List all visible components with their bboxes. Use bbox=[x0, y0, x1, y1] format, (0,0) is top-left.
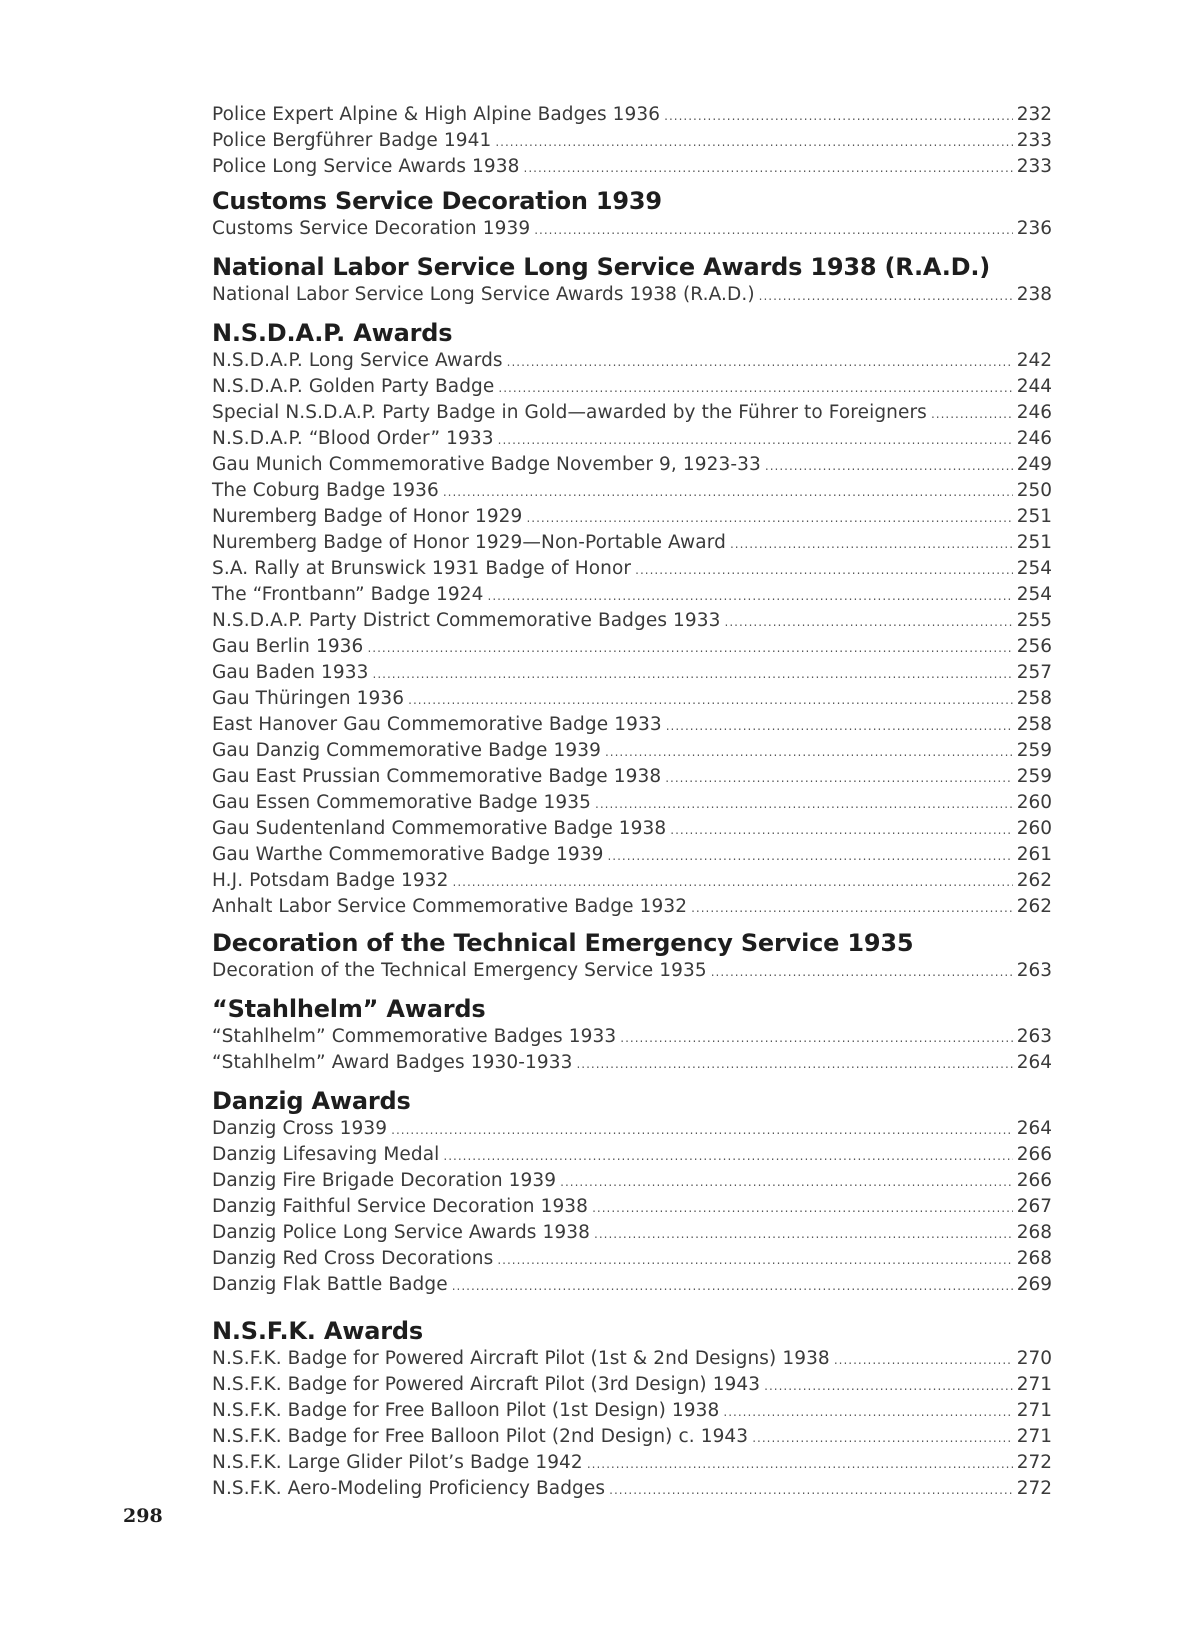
entry-title: N.S.F.K. Large Glider Pilot’s Badge 1942 bbox=[212, 1452, 583, 1473]
toc-entry bbox=[212, 556, 1052, 582]
entry-title: Nuremberg Badge of Honor 1929 bbox=[212, 506, 523, 527]
entry-page-number: 260 bbox=[1016, 818, 1052, 839]
entry-title: S.A. Rally at Brunswick 1931 Badge of Honor bbox=[212, 558, 632, 579]
section-heading: Danzig Awards bbox=[212, 1087, 411, 1115]
entry-page-number: 262 bbox=[1016, 870, 1052, 891]
toc-entry bbox=[212, 1372, 1052, 1398]
entry-page-number: 246 bbox=[1016, 402, 1052, 423]
dot-leader bbox=[730, 531, 1013, 557]
entry-title: N.S.F.K. Badge for Powered Aircraft Pilot (1st & 2nd Designs) 1938 bbox=[212, 1348, 830, 1369]
dot-leader bbox=[592, 1195, 1013, 1221]
dot-leader bbox=[620, 1025, 1012, 1051]
section-heading: Decoration of the Technical Emergency Service 1935 bbox=[212, 929, 914, 957]
dot-leader bbox=[560, 1169, 1013, 1195]
toc-entry bbox=[212, 764, 1052, 790]
dot-leader bbox=[670, 817, 1012, 843]
dot-leader bbox=[498, 375, 1012, 401]
entry-page-number: 267 bbox=[1016, 1196, 1052, 1217]
toc-entry bbox=[212, 634, 1052, 660]
toc-section bbox=[212, 186, 1052, 242]
toc-entry bbox=[212, 1424, 1052, 1450]
toc-entry bbox=[212, 1194, 1052, 1220]
entry-page-number: 271 bbox=[1016, 1426, 1052, 1447]
entry-page-number: 268 bbox=[1016, 1248, 1052, 1269]
entry-title: Gau Danzig Commemorative Badge 1939 bbox=[212, 740, 601, 761]
toc-entry bbox=[212, 842, 1052, 868]
entry-page-number: 246 bbox=[1016, 428, 1052, 449]
toc-entry bbox=[212, 400, 1052, 426]
toc-entry bbox=[212, 1220, 1052, 1246]
entry-title: Special N.S.D.A.P. Party Badge in Gold—awarded by the Führer to Foreigners bbox=[212, 402, 927, 423]
toc-section bbox=[212, 252, 1052, 308]
entry-page-number: 257 bbox=[1016, 662, 1052, 683]
entry-page-number: 250 bbox=[1016, 480, 1052, 501]
entry-title: Gau Essen Commemorative Badge 1935 bbox=[212, 792, 592, 813]
toc-entry bbox=[212, 660, 1052, 686]
entry-title: “Stahlhelm” Commemorative Badges 1933 bbox=[212, 1026, 617, 1047]
section-heading: “Stahlhelm” Awards bbox=[212, 995, 486, 1023]
toc-entry bbox=[212, 478, 1052, 504]
entry-title: H.J. Potsdam Badge 1932 bbox=[212, 870, 449, 891]
page-number: 298 bbox=[123, 1505, 163, 1527]
entry-title: Gau Baden 1933 bbox=[212, 662, 369, 683]
toc-section bbox=[212, 928, 1052, 984]
dot-leader bbox=[609, 1477, 1013, 1503]
dot-leader bbox=[495, 129, 1012, 155]
toc-entry bbox=[212, 348, 1052, 374]
entry-page-number: 261 bbox=[1016, 844, 1052, 865]
entry-title: Police Long Service Awards 1938 bbox=[212, 156, 520, 177]
entry-title: Danzig Lifesaving Medal bbox=[212, 1144, 440, 1165]
dot-leader bbox=[408, 687, 1013, 713]
dot-leader bbox=[665, 765, 1012, 791]
dot-leader bbox=[526, 505, 1012, 531]
section-heading: N.S.F.K. Awards bbox=[212, 1317, 423, 1345]
dot-leader bbox=[443, 1143, 1012, 1169]
entry-page-number: 236 bbox=[1016, 218, 1052, 239]
dot-leader bbox=[534, 217, 1012, 243]
toc-entry bbox=[212, 712, 1052, 738]
entry-page-number: 268 bbox=[1016, 1222, 1052, 1243]
toc-entry bbox=[212, 1168, 1052, 1194]
entry-title: Danzig Flak Battle Badge bbox=[212, 1274, 448, 1295]
dot-leader bbox=[507, 349, 1013, 375]
toc-entry bbox=[212, 816, 1052, 842]
entry-title: N.S.D.A.P. Golden Party Badge bbox=[212, 376, 495, 397]
toc-entry bbox=[212, 1024, 1052, 1050]
toc-entry bbox=[212, 1346, 1052, 1372]
dot-leader bbox=[605, 739, 1013, 765]
section-heading: Customs Service Decoration 1939 bbox=[212, 187, 662, 215]
dot-leader bbox=[367, 635, 1012, 661]
dot-leader bbox=[752, 1425, 1013, 1451]
toc-section bbox=[212, 1316, 1052, 1502]
entry-title: Danzig Red Cross Decorations bbox=[212, 1248, 494, 1269]
entry-page-number: 271 bbox=[1016, 1374, 1052, 1395]
entry-page-number: 259 bbox=[1016, 740, 1052, 761]
entry-page-number: 271 bbox=[1016, 1400, 1052, 1421]
entry-page-number: 232 bbox=[1016, 104, 1052, 125]
table-of-contents bbox=[212, 102, 1052, 1502]
toc-entry bbox=[212, 1398, 1052, 1424]
toc-entry bbox=[212, 894, 1052, 920]
toc-entry bbox=[212, 530, 1052, 556]
dot-leader bbox=[635, 557, 1013, 583]
entry-title: Nuremberg Badge of Honor 1929—Non-Portable Award bbox=[212, 532, 726, 553]
entry-page-number: 264 bbox=[1016, 1052, 1052, 1073]
toc-entry bbox=[212, 128, 1052, 154]
entry-title: Gau Warthe Commemorative Badge 1939 bbox=[212, 844, 604, 865]
entry-page-number: 238 bbox=[1016, 284, 1052, 305]
section-heading: National Labor Service Long Service Awards 1938 (R.A.D.) bbox=[212, 253, 991, 281]
entry-page-number: 244 bbox=[1016, 376, 1052, 397]
toc-section bbox=[212, 102, 1052, 180]
toc-entry bbox=[212, 790, 1052, 816]
entry-title: Police Bergführer Badge 1941 bbox=[212, 130, 492, 151]
entry-title: N.S.D.A.P. Party District Commemorative Badges 1933 bbox=[212, 610, 721, 631]
entry-title: Customs Service Decoration 1939 bbox=[212, 218, 531, 239]
entry-title: N.S.F.K. Badge for Free Balloon Pilot (2nd Design) c. 1943 bbox=[212, 1426, 749, 1447]
entry-title: East Hanover Gau Commemorative Badge 1933 bbox=[212, 714, 662, 735]
toc-entry bbox=[212, 216, 1052, 242]
dot-leader bbox=[497, 1247, 1012, 1273]
toc-entry bbox=[212, 958, 1052, 984]
dot-leader bbox=[931, 401, 1013, 427]
entry-title: Gau Berlin 1936 bbox=[212, 636, 364, 657]
entry-page-number: 242 bbox=[1016, 350, 1052, 371]
entry-title: The “Frontbann” Badge 1924 bbox=[212, 584, 484, 605]
toc-entry bbox=[212, 608, 1052, 634]
toc-section bbox=[212, 994, 1052, 1076]
entry-page-number: 266 bbox=[1016, 1144, 1052, 1165]
toc-entry bbox=[212, 1142, 1052, 1168]
dot-leader bbox=[765, 453, 1013, 479]
entry-page-number: 263 bbox=[1016, 960, 1052, 981]
toc-entry bbox=[212, 738, 1052, 764]
entry-page-number: 260 bbox=[1016, 792, 1052, 813]
toc-entry bbox=[212, 1450, 1052, 1476]
entry-page-number: 249 bbox=[1016, 454, 1052, 475]
entry-title: N.S.F.K. Aero-Modeling Proficiency Badges bbox=[212, 1478, 606, 1499]
entry-page-number: 258 bbox=[1016, 688, 1052, 709]
entry-title: N.S.D.A.P. Long Service Awards bbox=[212, 350, 503, 371]
entry-title: Police Expert Alpine & High Alpine Badges 1936 bbox=[212, 104, 661, 125]
entry-page-number: 233 bbox=[1016, 130, 1052, 151]
dot-leader bbox=[666, 713, 1013, 739]
dot-leader bbox=[723, 1399, 1012, 1425]
entry-title: “Stahlhelm” Award Badges 1930-1933 bbox=[212, 1052, 573, 1073]
entry-title: Danzig Fire Brigade Decoration 1939 bbox=[212, 1170, 557, 1191]
toc-section bbox=[212, 1086, 1052, 1298]
entry-title: Danzig Police Long Service Awards 1938 bbox=[212, 1222, 591, 1243]
dot-leader bbox=[759, 283, 1013, 309]
dot-leader bbox=[488, 583, 1013, 609]
dot-leader bbox=[373, 661, 1013, 687]
dot-leader bbox=[607, 843, 1012, 869]
entry-title: N.S.F.K. Badge for Powered Aircraft Pilot (3rd Design) 1943 bbox=[212, 1374, 761, 1395]
entry-title: The Coburg Badge 1936 bbox=[212, 480, 439, 501]
entry-page-number: 266 bbox=[1016, 1170, 1052, 1191]
entry-title: N.S.F.K. Badge for Free Balloon Pilot (1st Design) 1938 bbox=[212, 1400, 720, 1421]
dot-leader bbox=[443, 479, 1013, 505]
toc-entry bbox=[212, 374, 1052, 400]
toc-entry bbox=[212, 282, 1052, 308]
entry-page-number: 262 bbox=[1016, 896, 1052, 917]
toc-section bbox=[212, 318, 1052, 920]
toc-entry bbox=[212, 1476, 1052, 1502]
entry-page-number: 255 bbox=[1016, 610, 1052, 631]
dot-leader bbox=[834, 1347, 1013, 1373]
entry-page-number: 251 bbox=[1016, 532, 1052, 553]
dot-leader bbox=[453, 869, 1013, 895]
dot-leader bbox=[594, 1221, 1013, 1247]
entry-title: Danzig Faithful Service Decoration 1938 bbox=[212, 1196, 589, 1217]
dot-leader bbox=[576, 1051, 1012, 1077]
toc-entry bbox=[212, 1272, 1052, 1298]
toc-entry bbox=[212, 582, 1052, 608]
toc-entry bbox=[212, 1050, 1052, 1076]
entry-title: Gau East Prussian Commemorative Badge 1938 bbox=[212, 766, 662, 787]
entry-page-number: 254 bbox=[1016, 558, 1052, 579]
dot-leader bbox=[711, 959, 1013, 985]
entry-page-number: 256 bbox=[1016, 636, 1052, 657]
entry-page-number: 264 bbox=[1016, 1118, 1052, 1139]
entry-title: Danzig Cross 1939 bbox=[212, 1118, 388, 1139]
entry-title: Anhalt Labor Service Commemorative Badge 1932 bbox=[212, 896, 688, 917]
dot-leader bbox=[725, 609, 1013, 635]
entry-page-number: 269 bbox=[1016, 1274, 1052, 1295]
toc-entry bbox=[212, 504, 1052, 530]
entry-page-number: 251 bbox=[1016, 506, 1052, 527]
entry-page-number: 272 bbox=[1016, 1478, 1052, 1499]
entry-title: National Labor Service Long Service Awards 1938 (R.A.D.) bbox=[212, 284, 755, 305]
toc-entry bbox=[212, 868, 1052, 894]
dot-leader bbox=[764, 1373, 1013, 1399]
entry-title: Gau Thüringen 1936 bbox=[212, 688, 405, 709]
toc-entry bbox=[212, 1246, 1052, 1272]
toc-entry bbox=[212, 686, 1052, 712]
section-heading: N.S.D.A.P. Awards bbox=[212, 319, 453, 347]
entry-title: Gau Munich Commemorative Badge November 9, 1923-33 bbox=[212, 454, 761, 475]
toc-entry bbox=[212, 426, 1052, 452]
entry-title: Decoration of the Technical Emergency Service 1935 bbox=[212, 960, 707, 981]
dot-leader bbox=[524, 155, 1013, 181]
entry-page-number: 254 bbox=[1016, 584, 1052, 605]
entry-page-number: 270 bbox=[1016, 1348, 1052, 1369]
dot-leader bbox=[691, 895, 1013, 921]
entry-page-number: 258 bbox=[1016, 714, 1052, 735]
dot-leader bbox=[391, 1117, 1013, 1143]
entry-title: N.S.D.A.P. “Blood Order” 1933 bbox=[212, 428, 494, 449]
toc-entry bbox=[212, 102, 1052, 128]
entry-page-number: 272 bbox=[1016, 1452, 1052, 1473]
toc-entry bbox=[212, 1116, 1052, 1142]
toc-entry bbox=[212, 154, 1052, 180]
dot-leader bbox=[595, 791, 1013, 817]
dot-leader bbox=[498, 427, 1013, 453]
entry-title: Gau Sudentenland Commemorative Badge 1938 bbox=[212, 818, 667, 839]
dot-leader bbox=[664, 103, 1013, 129]
dot-leader bbox=[587, 1451, 1013, 1477]
dot-leader bbox=[452, 1273, 1013, 1299]
entry-page-number: 259 bbox=[1016, 766, 1052, 787]
toc-entry bbox=[212, 452, 1052, 478]
entry-page-number: 233 bbox=[1016, 156, 1052, 177]
entry-page-number: 263 bbox=[1016, 1026, 1052, 1047]
